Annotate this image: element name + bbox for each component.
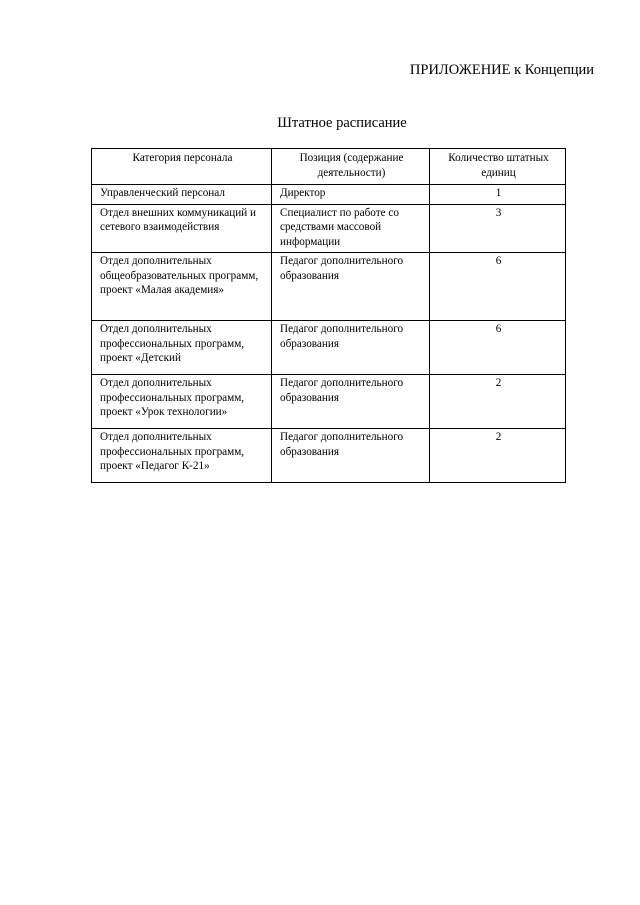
table-header-row (92, 149, 566, 185)
table-row (92, 375, 566, 429)
count-cell: 6 (430, 253, 566, 321)
count-cell: 2 (430, 375, 566, 429)
count-cell: 1 (430, 185, 566, 205)
category-cell: Отдел дополнительных профессиональных программ, проект «Педагог К-21» (92, 429, 272, 483)
table-row (92, 185, 566, 205)
category-cell: Управленческий персонал (92, 185, 272, 205)
document-title: Штатное расписание (277, 115, 407, 131)
position-cell: Педагог дополнительного образования (272, 375, 430, 429)
table-row (92, 429, 566, 483)
count-cell: 3 (430, 204, 566, 253)
position-cell: Педагог дополнительного образования (272, 321, 430, 375)
position-cell: Педагог дополнительного образования (272, 253, 430, 321)
appendix-label: ПРИЛОЖЕНИЕ к Концепции (409, 62, 594, 78)
column-header-position: Позиция (содержание деятельности) (272, 149, 430, 185)
category-cell: Отдел дополнительных профессиональных программ, проект «Урок технологии» (92, 375, 272, 429)
count-cell: 6 (430, 321, 566, 375)
column-header-count: Количество штатных единиц (430, 149, 566, 185)
table-row (92, 204, 566, 253)
category-cell: Отдел внешних коммуникаций и сетевого взаимодействия (92, 204, 272, 253)
staff-schedule-table (91, 148, 566, 483)
table-header (92, 149, 566, 185)
column-header-category: Категория персонала (92, 149, 272, 185)
position-cell: Педагог дополнительного образования (272, 429, 430, 483)
table-row (92, 321, 566, 375)
category-cell: Отдел дополнительных общеобразовательных программ, проект «Малая академия» (92, 253, 272, 321)
table-body (92, 185, 566, 483)
category-cell: Отдел дополнительных профессиональных программ, проект «Детский (92, 321, 272, 375)
position-cell: Специалист по работе со средствами массовой информации (272, 204, 430, 253)
table-row (92, 253, 566, 321)
count-cell: 2 (430, 429, 566, 483)
position-cell: Директор (272, 185, 430, 205)
